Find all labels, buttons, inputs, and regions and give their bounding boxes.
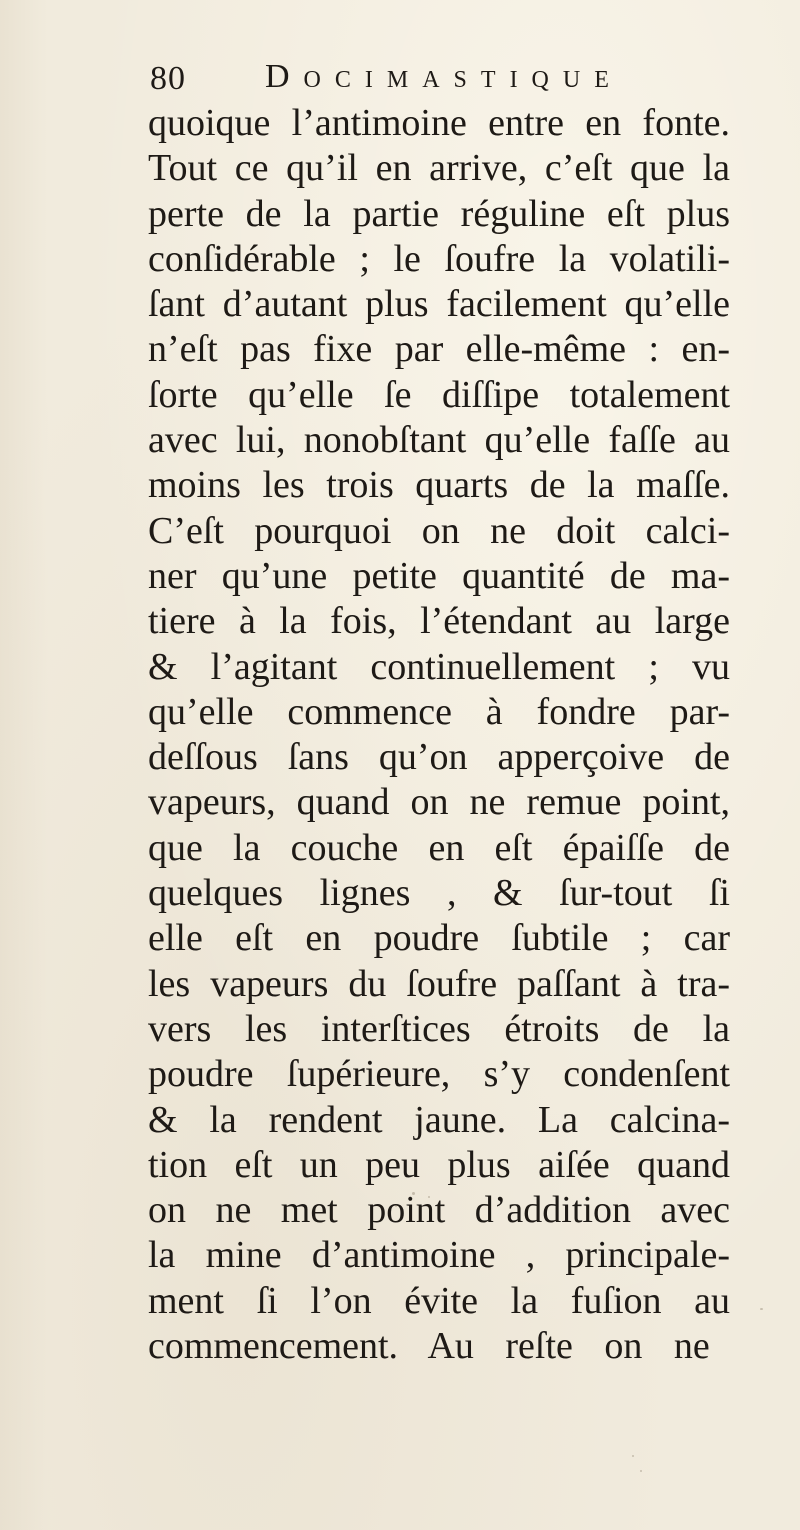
text-line: n’eſt pas fixe par elle-même : en- xyxy=(148,328,730,371)
paper-speck xyxy=(412,1192,415,1195)
text-line: ner qu’une petite quantité de ma- xyxy=(148,554,730,597)
text-line: C’eſt pourquoi on ne doit calci- xyxy=(148,509,730,552)
text-line: & l’agitant continuellement ; vu xyxy=(148,645,730,688)
paper-speck xyxy=(632,1455,634,1457)
text-line: ſorte qu’elle ſe diſſipe totalement xyxy=(148,373,730,416)
text-line: elle eſt en poudre ſubtile ; car xyxy=(148,917,730,960)
text-line: & la rendent jaune. La calcina- xyxy=(148,1098,730,1141)
text-line: ſant d’autant plus facilement qu’elle xyxy=(148,283,730,326)
text-line: la mine d’antimoine , principale- xyxy=(148,1234,730,1277)
paper-speck xyxy=(640,1470,642,1472)
text-line: moins les trois quarts de la maſſe. xyxy=(148,464,730,507)
page-number: 80 xyxy=(150,60,186,97)
text-line: que la couche en eſt épaiſſe de xyxy=(148,826,730,869)
text-line: perte de la partie réguline eſt plus xyxy=(148,192,730,235)
text-line: poudre ſupérieure, s’y condenſent xyxy=(148,1053,730,1096)
text-line: quelques lignes , & ſur-tout ſi xyxy=(148,872,730,915)
text-line: avec lui, nonobſtant qu’elle faſſe au xyxy=(148,419,730,462)
text-line: vapeurs, quand on ne remue point, xyxy=(148,781,730,824)
text-line: tion eſt un peu plus aiſée quand xyxy=(148,1143,730,1186)
text-line: commencement. Au reſte on ne xyxy=(148,1325,710,1368)
paper-speck xyxy=(760,1308,763,1310)
paper-speck xyxy=(522,1302,524,1304)
text-line: qu’elle commence à fondre par- xyxy=(148,690,730,733)
body-text xyxy=(148,101,730,1369)
text-line: on ne met point d’addition avec xyxy=(148,1189,730,1232)
running-head: Docimastique xyxy=(265,58,623,95)
page-header xyxy=(150,54,770,102)
text-line: tiere à la fois, l’étendant au large xyxy=(148,600,730,643)
text-line: quoique l’antimoine entre en fonte. xyxy=(148,102,730,144)
text-line: deſſous ſans qu’on apperçoive de xyxy=(148,736,730,779)
text-line: Tout ce qu’il en arrive, c’eſt que la xyxy=(148,147,730,190)
paper-speck xyxy=(395,1205,397,1207)
text-line: vers les interſtices étroits de la xyxy=(148,1007,730,1050)
text-line: les vapeurs du ſoufre paſſant à tra- xyxy=(148,962,730,1005)
paper-speck xyxy=(428,1196,430,1198)
text-line: conſidérable ; le ſoufre la volatili- xyxy=(148,237,730,280)
text-line: ment ſi l’on évite la fuſion au xyxy=(148,1279,730,1322)
